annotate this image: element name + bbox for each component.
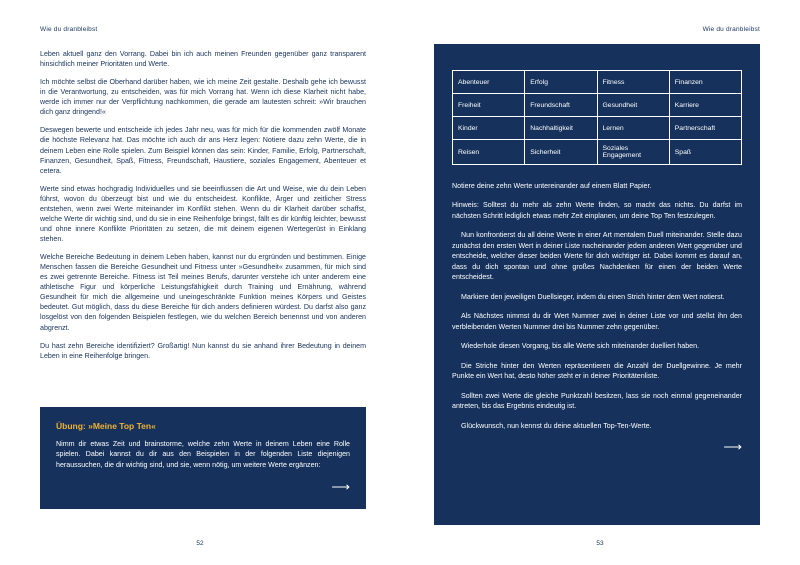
table-cell: Nachhaltigkeit — [525, 117, 597, 140]
table-cell: Karriere — [669, 94, 741, 117]
table-row — [453, 140, 742, 165]
folio-right: 53 — [596, 540, 604, 547]
table-cell: Sicherheit — [525, 140, 597, 165]
paragraph: Die Striche hinter den Werten repräsentieren die Anzahl der Duellgewinne. Je mehr Punkte ein Wert hat, desto höher steht er in deiner Prioritätenliste. — [452, 361, 742, 381]
exercise-title: Übung: »Meine Top Ten« — [56, 421, 156, 432]
paragraph: Markiere den jeweiligen Duellsieger, indem du einen Strich hinter dem Wert notierst. — [461, 292, 725, 301]
paragraph: Du hast zehn Bereiche identifiziert? Großartig! Nun kannst du sie anhand ihrer Bedeutung in deinem Leben in eine Reihenfolge bringen. — [40, 341, 366, 360]
paragraph: Welche Bereiche Bedeutung in deinem Leben haben, kannst nur du ergründen und bestimmen. Einige Menschen fassen die Bereiche Gesundheit und Fitness unter »Gesundheit« zusammen, für mich sind es zwei getrennte Bereiche. Fitness ist Teil meines Berufs, darunter verstehe ich unter anderem eine athletische Figur und körperliche Leistungsfähigkeit durch Training und Ernährung, während Gesundheit für mich die allgemeine und uneingeschränkte Funktion meines Körpers und Geistes bedeutet. Gut möglich, dass du diese Bereiche für dich anders definieren würdest. Du darfst also ganz losgelöst von den folgenden Beispielen festlegen, wie du welchen Bereich benennst und von anderen abgrenzt. — [40, 253, 366, 332]
table-cell: Erfolg — [525, 71, 597, 94]
arrow-right-icon: ⟶ — [723, 439, 742, 455]
table-cell: Freiheit — [453, 94, 525, 117]
table-cell: Spaß — [669, 140, 741, 165]
values-table — [452, 70, 742, 165]
paragraph: Leben aktuell ganz den Vorrang. Dabei bin ich auch meinen Freunden gegenüber ganz transparent hinsichtlich meiner Prioritäten und Werte. — [40, 50, 366, 69]
paragraph: Als Nächstes nimmst du dir Wert Nummer zwei in deiner Liste vor und stellst ihn den verbleibenden Werten Nummer drei bis Nummer zehn gegenüber. — [452, 312, 742, 331]
table-cell: Gesundheit — [597, 94, 669, 117]
table-cell: Reisen — [453, 140, 525, 165]
running-head-right: Wie du dranbleibst — [702, 26, 760, 33]
panel-arrow-row — [452, 440, 742, 453]
table-cell: Partnerschaft — [669, 117, 741, 140]
table-cell: Soziales Engagement — [597, 140, 669, 165]
folio-left: 52 — [196, 540, 204, 547]
left-body-text — [40, 49, 366, 361]
right-body-text — [452, 181, 742, 431]
arrow-right-icon: ⟶ — [331, 479, 350, 494]
table-row — [453, 117, 742, 140]
exercise-arrow-row — [56, 480, 350, 493]
paragraph: Werte sind etwas hochgradig Individuelles und sie beeinflussen die Art und Weise, wie du dein Leben führst, wovon du überzeugt bist und wie du entscheidest. Konflikte, Ärger und zeitlicher Stress entstehen, wenn zwei Werte miteinander im Konflikt stehen. Wenn du dir Klarheit darüber schaffst, welche Werte dir wichtig sind, und du sie in eine Reihenfolge bringst, fällt es dir künftig leichter, bewusst und ohne innere Konflikte Prioritäten zu setzen, die mit deinem eigenen Wertegerüst in Einklang stehen. — [40, 184, 366, 243]
paragraph: Notiere deine zehn Werte untereinander auf einem Blatt Papier. — [452, 182, 652, 190]
page-right — [400, 0, 800, 565]
table-row — [453, 94, 742, 117]
table-cell: Fitness — [597, 71, 669, 94]
table-cell: Freundschaft — [525, 94, 597, 117]
paragraph: Glückwunsch, nun kennst du deine aktuellen Top-Ten-Werte. — [461, 421, 652, 430]
paragraph: Deswegen bewerte und entscheide ich jedes Jahr neu, was für mich für die kommenden zwölf Monate die höchste Relevanz hat. Das möchte ich auch dir ans Herz legen: Notiere dazu zehn Werte, die in deinem Leben eine Rolle spielen. Zum Beispiel können das sein: Kinder, Familie, Erfolg, Partnerschaft, Finanzen, Gesundheit, Spaß, Fitness, Freundschaft, Haustiere, soziales Engagement, Abenteuer et cetera. — [40, 126, 366, 175]
table-cell: Abenteuer — [453, 71, 525, 94]
paragraph: Hinweis: Solltest du mehr als zehn Werte finden, so macht das nichts. Du darfst im nächsten Schritt lediglich etwas mehr Zeit einplanen, um deine Top Ten festzulegen. — [452, 201, 742, 220]
table-cell: Kinder — [453, 117, 525, 140]
paragraph: Ich möchte selbst die Oberhand darüber haben, wie ich meine Zeit gestalte. Deshalb gehe ich bewusst in die Verantwortung, zu entscheiden, was für mich Vorrang hat. Wenn ich diese Klarheit nicht habe, werde ich immer nur der Verpflichtung nachkommen, die gerade am lautesten schreit: »Wir brauchen dich ganz dringend!« — [40, 78, 366, 117]
running-head-left: Wie du dranbleibst — [40, 26, 98, 33]
values-panel — [434, 44, 760, 525]
table-row — [453, 71, 742, 94]
table-cell: Lernen — [597, 117, 669, 140]
exercise-text: Nimm dir etwas Zeit und brainstorme, welche zehn Werte in deinem Leben eine Rolle spielen. Dabei kannst du dir aus den Beispielen in der folgenden Liste diejenigen heraussuchen, die dir wichtig sind, und sie, wenn nötig, um weitere Werte ergänzen: — [56, 440, 350, 469]
paragraph: Wiederhole diesen Vorgang, bis alle Werte sich miteinander duelliert haben. — [461, 342, 700, 351]
paragraph: Sollten zwei Werte die gleiche Punktzahl besitzen, lass sie noch einmal gegeneinander antreten, bis das Ergebnis eindeutig ist. — [452, 391, 742, 411]
paragraph: Nun konfrontierst du all deine Werte in einer Art mentalem Duell miteinander. Stelle dazu zunächst den ersten Wert in deiner Liste nacheinander jedem anderen Wert gegenüber und entscheide, welcher dieser beiden Werte für dich wichtiger ist. Dabei kommt es darauf an, dass du dich spontan und ohne großes Nachdenken für einen der beiden Werte entscheidest. — [452, 231, 742, 282]
exercise-box — [40, 407, 366, 509]
table-cell: Finanzen — [669, 71, 741, 94]
